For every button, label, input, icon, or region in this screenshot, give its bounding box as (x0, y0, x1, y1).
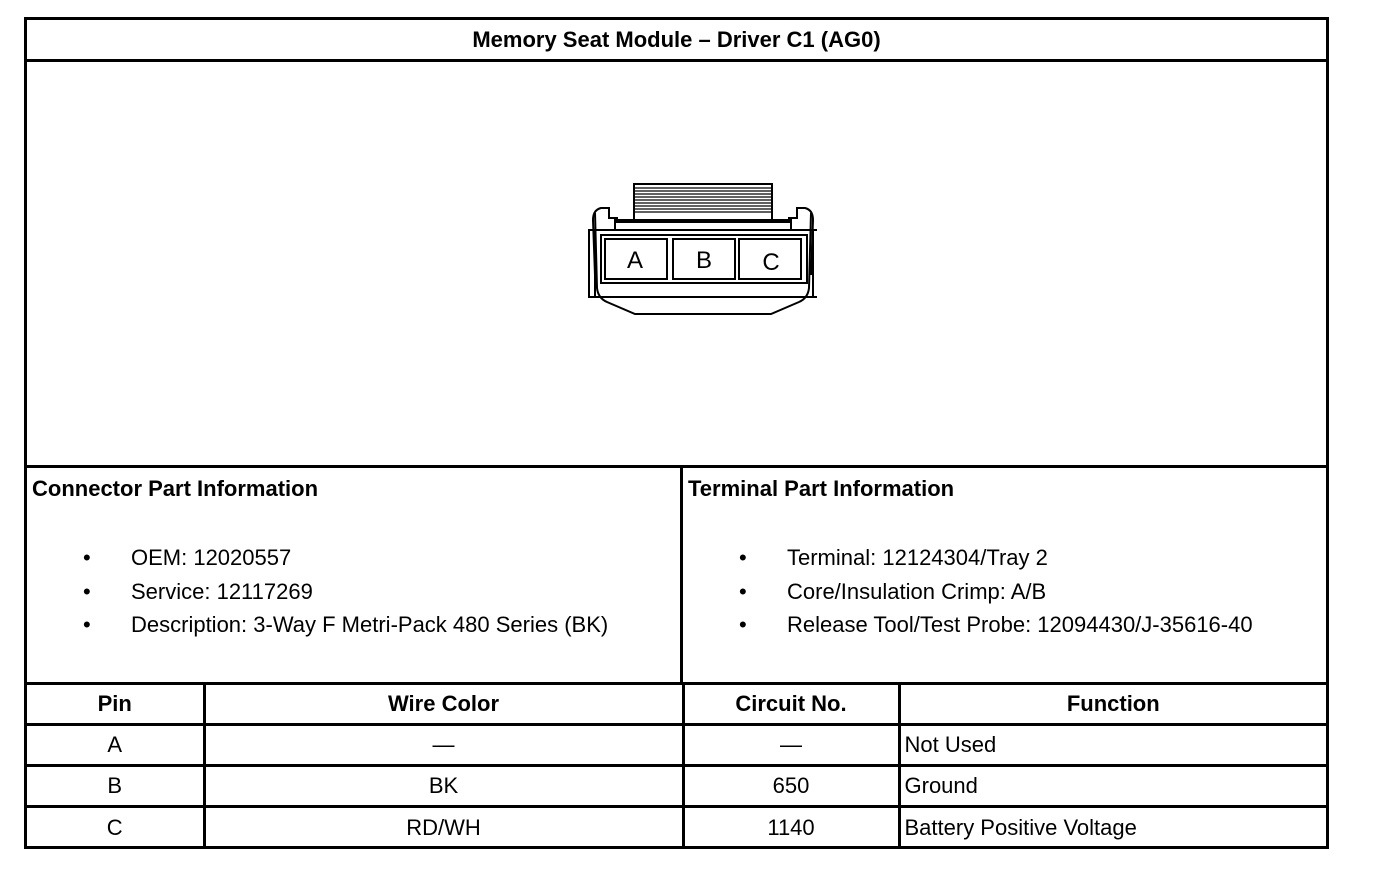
cavity-label-b: B (695, 247, 713, 274)
bullet-icon: • (83, 545, 91, 570)
connector-service: Service: 12117269 (131, 578, 313, 604)
cell-function: Battery Positive Voltage (899, 807, 1326, 848)
header-circuit-no: Circuit No. (683, 684, 899, 725)
cavity-label-c: C (762, 249, 780, 276)
cell-function: Ground (899, 766, 1326, 807)
cell-pin: B (27, 766, 204, 807)
list-item (683, 580, 1326, 614)
bullet-icon: • (739, 578, 747, 604)
cell-wire-color: BK (204, 766, 683, 807)
terminal-number: Terminal: 12124304/Tray 2 (787, 545, 1048, 570)
pin-table (27, 682, 1326, 848)
terminal-info-list (683, 546, 1326, 647)
cell-pin: A (27, 725, 204, 766)
cell-circuit-no: 1140 (683, 807, 899, 848)
page-title: Memory Seat Module – Driver C1 (AG0) (27, 20, 1326, 62)
terminal-release-tool: Release Tool/Test Probe: 12094430/J-35616-40 (787, 612, 1253, 637)
connector-info-heading: Connector Part Information (32, 476, 319, 501)
bullet-icon: • (83, 578, 91, 604)
bullet-icon: • (739, 612, 747, 637)
connector-info-list (27, 546, 680, 647)
cell-circuit-no: 650 (683, 766, 899, 807)
terminal-part-info (683, 465, 1326, 682)
cell-pin: C (27, 807, 204, 848)
header-pin: Pin (27, 684, 204, 725)
connector-oem: OEM: 12020557 (131, 545, 292, 570)
connector-face-drawing (557, 180, 817, 325)
header-function: Function (899, 684, 1326, 725)
list-item (27, 613, 680, 647)
list-item (683, 546, 1326, 580)
connector-description: Description: 3-Way F Metri-Pack 480 Series (BK) (131, 612, 609, 637)
terminal-crimp: Core/Insulation Crimp: A/B (787, 578, 1047, 604)
table-row (27, 807, 1326, 848)
list-item (683, 613, 1326, 647)
bullet-icon: • (739, 545, 747, 570)
terminal-info-heading: Terminal Part Information (688, 476, 955, 501)
connector-sheet (24, 17, 1329, 849)
table-row (27, 725, 1326, 766)
cell-function: Not Used (899, 725, 1326, 766)
bullet-icon: • (83, 612, 91, 637)
connector-part-info (27, 465, 683, 682)
list-item (27, 580, 680, 614)
table-row (27, 766, 1326, 807)
cell-wire-color: RD/WH (204, 807, 683, 848)
cell-wire-color: — (204, 725, 683, 766)
cavity-label-a: A (626, 247, 644, 274)
list-item (27, 546, 680, 580)
cell-circuit-no: — (683, 725, 899, 766)
table-header-row (27, 684, 1326, 725)
connector-diagram (27, 62, 1326, 465)
header-wire-color: Wire Color (204, 684, 683, 725)
